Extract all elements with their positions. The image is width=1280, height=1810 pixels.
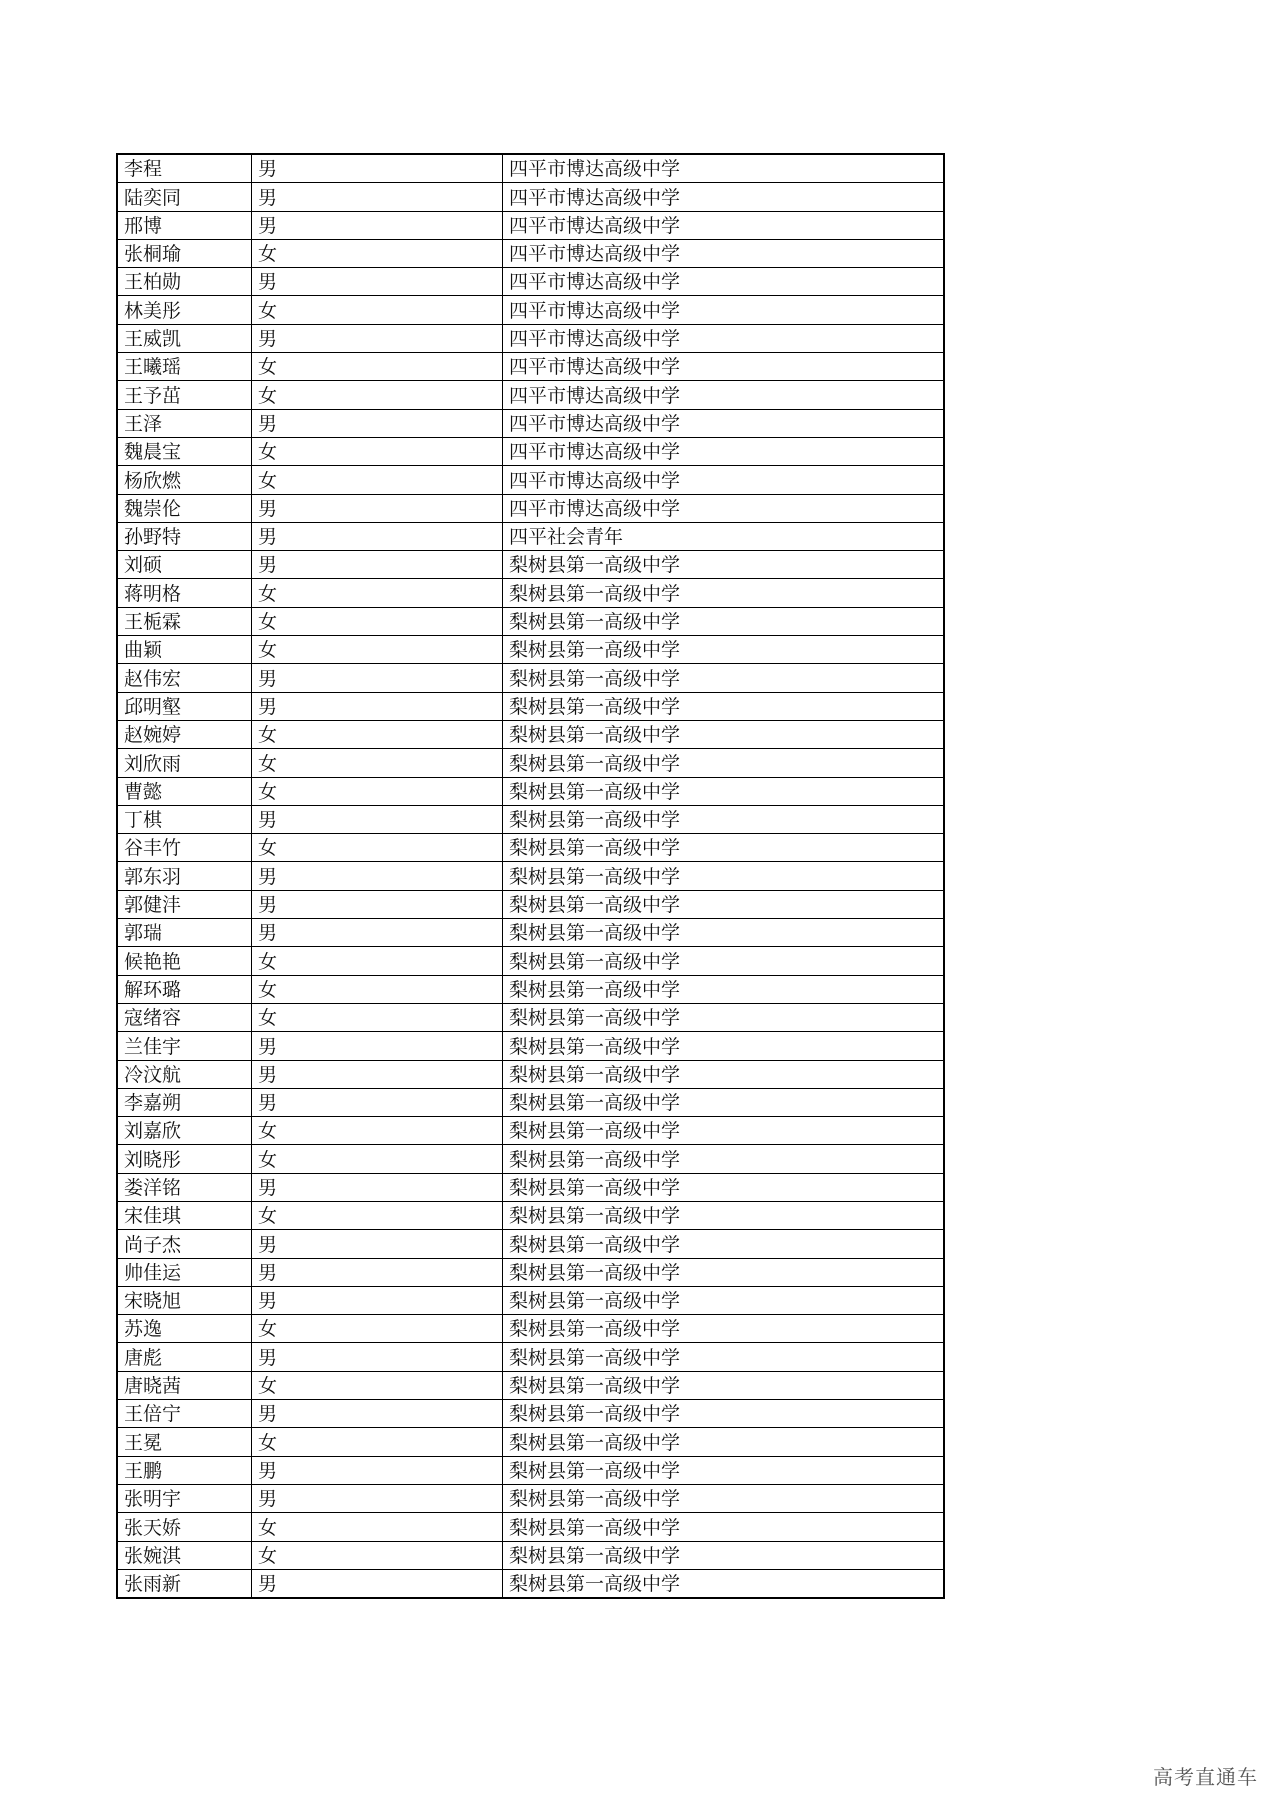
table-row [117,1145,944,1173]
school-cell: 四平市博达高级中学 [503,381,945,409]
name-cell: 帅佳运 [117,1258,252,1286]
gender-cell: 男 [252,1400,503,1428]
school-cell: 梨树县第一高级中学 [503,1088,945,1116]
school-cell: 梨树县第一高级中学 [503,805,945,833]
name-cell: 娄洋铭 [117,1173,252,1201]
table-row [117,1456,944,1484]
name-cell: 唐彪 [117,1343,252,1371]
school-cell: 四平市博达高级中学 [503,437,945,465]
gender-cell: 女 [252,834,503,862]
roster-body [117,154,944,1598]
table-row [117,466,944,494]
school-cell: 四平市博达高级中学 [503,211,945,239]
gender-cell: 男 [252,324,503,352]
gender-cell: 女 [252,1117,503,1145]
school-cell: 四平市博达高级中学 [503,268,945,296]
name-cell: 王栀霖 [117,607,252,635]
gender-cell: 女 [252,466,503,494]
name-cell: 苏逸 [117,1315,252,1343]
table-row [117,1484,944,1512]
table-row [117,1286,944,1314]
table-row [117,437,944,465]
table-row [117,1117,944,1145]
table-row [117,211,944,239]
table-row [117,409,944,437]
school-cell: 梨树县第一高级中学 [503,862,945,890]
name-cell: 郭健沣 [117,890,252,918]
school-cell: 梨树县第一高级中学 [503,1343,945,1371]
gender-cell: 女 [252,381,503,409]
name-cell: 孙野特 [117,522,252,550]
name-cell: 曹懿 [117,777,252,805]
table-row [117,919,944,947]
name-cell: 赵伟宏 [117,664,252,692]
school-cell: 四平社会青年 [503,522,945,550]
school-cell: 梨树县第一高级中学 [503,1484,945,1512]
table-row [117,1315,944,1343]
gender-cell: 男 [252,862,503,890]
name-cell: 魏晨宝 [117,437,252,465]
table-row [117,1258,944,1286]
name-cell: 王曦瑶 [117,353,252,381]
table-row [117,579,944,607]
table-row [117,494,944,522]
table-row [117,296,944,324]
school-cell: 梨树县第一高级中学 [503,1428,945,1456]
name-cell: 李嘉朔 [117,1088,252,1116]
school-cell: 梨树县第一高级中学 [503,636,945,664]
name-cell: 李程 [117,154,252,183]
name-cell: 寇绪容 [117,1003,252,1031]
table-row [117,1230,944,1258]
gender-cell: 女 [252,636,503,664]
gender-cell: 女 [252,353,503,381]
school-cell: 梨树县第一高级中学 [503,579,945,607]
school-cell: 梨树县第一高级中学 [503,1201,945,1229]
gender-cell: 女 [252,437,503,465]
name-cell: 杨欣燃 [117,466,252,494]
school-cell: 四平市博达高级中学 [503,353,945,381]
table-row [117,947,944,975]
gender-cell: 男 [252,183,503,211]
name-cell: 魏崇伦 [117,494,252,522]
table-row [117,154,944,183]
gender-cell: 女 [252,720,503,748]
gender-cell: 男 [252,1286,503,1314]
table-row [117,1060,944,1088]
school-cell: 梨树县第一高级中学 [503,777,945,805]
table-row [117,1400,944,1428]
name-cell: 王柏勋 [117,268,252,296]
gender-cell: 男 [252,805,503,833]
gender-cell: 男 [252,1088,503,1116]
gender-cell: 男 [252,1060,503,1088]
table-row [117,834,944,862]
name-cell: 谷丰竹 [117,834,252,862]
student-roster-table [116,153,945,1599]
gender-cell: 男 [252,1456,503,1484]
table-row [117,1569,944,1598]
school-cell: 四平市博达高级中学 [503,183,945,211]
gender-cell: 男 [252,522,503,550]
gender-cell: 女 [252,1513,503,1541]
school-cell: 梨树县第一高级中学 [503,1032,945,1060]
name-cell: 陆奕同 [117,183,252,211]
table-row [117,1513,944,1541]
school-cell: 梨树县第一高级中学 [503,1173,945,1201]
gender-cell: 女 [252,975,503,1003]
table-row [117,1428,944,1456]
name-cell: 王泽 [117,409,252,437]
name-cell: 刘晓彤 [117,1145,252,1173]
table-row [117,381,944,409]
school-cell: 梨树县第一高级中学 [503,1456,945,1484]
gender-cell: 女 [252,579,503,607]
name-cell: 宋晓旭 [117,1286,252,1314]
gender-cell: 女 [252,1201,503,1229]
name-cell: 张婉淇 [117,1541,252,1569]
gender-cell: 男 [252,211,503,239]
table-row [117,749,944,777]
name-cell: 尚子杰 [117,1230,252,1258]
gender-cell: 男 [252,1343,503,1371]
table-row [117,522,944,550]
table-row [117,692,944,720]
school-cell: 梨树县第一高级中学 [503,1230,945,1258]
table-row [117,183,944,211]
name-cell: 郭东羽 [117,862,252,890]
table-row [117,777,944,805]
school-cell: 梨树县第一高级中学 [503,551,945,579]
name-cell: 张天娇 [117,1513,252,1541]
name-cell: 林美彤 [117,296,252,324]
school-cell: 梨树县第一高级中学 [503,1315,945,1343]
school-cell: 梨树县第一高级中学 [503,919,945,947]
gender-cell: 男 [252,551,503,579]
gender-cell: 女 [252,777,503,805]
name-cell: 王冕 [117,1428,252,1456]
name-cell: 王威凯 [117,324,252,352]
name-cell: 张明宇 [117,1484,252,1512]
table-row [117,1003,944,1031]
gender-cell: 男 [252,692,503,720]
gender-cell: 男 [252,1484,503,1512]
gender-cell: 男 [252,1258,503,1286]
gender-cell: 男 [252,1173,503,1201]
table-row [117,862,944,890]
school-cell: 梨树县第一高级中学 [503,664,945,692]
name-cell: 刘嘉欣 [117,1117,252,1145]
school-cell: 梨树县第一高级中学 [503,1258,945,1286]
gender-cell: 女 [252,1541,503,1569]
gender-cell: 女 [252,1315,503,1343]
gender-cell: 男 [252,919,503,947]
name-cell: 刘欣雨 [117,749,252,777]
name-cell: 王予茁 [117,381,252,409]
school-cell: 梨树县第一高级中学 [503,1145,945,1173]
name-cell: 邢博 [117,211,252,239]
school-cell: 四平市博达高级中学 [503,296,945,324]
school-cell: 四平市博达高级中学 [503,494,945,522]
school-cell: 梨树县第一高级中学 [503,749,945,777]
school-cell: 梨树县第一高级中学 [503,1003,945,1031]
table-row [117,1343,944,1371]
school-cell: 梨树县第一高级中学 [503,1569,945,1598]
table-row [117,1541,944,1569]
name-cell: 候艳艳 [117,947,252,975]
table-row [117,353,944,381]
name-cell: 丁棋 [117,805,252,833]
table-row [117,607,944,635]
gender-cell: 男 [252,268,503,296]
name-cell: 郭瑞 [117,919,252,947]
school-cell: 四平市博达高级中学 [503,239,945,267]
name-cell: 曲颖 [117,636,252,664]
gender-cell: 女 [252,1428,503,1456]
table-row [117,890,944,918]
gender-cell: 男 [252,1032,503,1060]
table-row [117,664,944,692]
school-cell: 梨树县第一高级中学 [503,1371,945,1399]
name-cell: 刘硕 [117,551,252,579]
gender-cell: 女 [252,296,503,324]
name-cell: 宋佳琪 [117,1201,252,1229]
name-cell: 冷汶航 [117,1060,252,1088]
name-cell: 唐晓茜 [117,1371,252,1399]
name-cell: 蒋明格 [117,579,252,607]
school-cell: 梨树县第一高级中学 [503,1400,945,1428]
gender-cell: 男 [252,494,503,522]
school-cell: 四平市博达高级中学 [503,154,945,183]
gender-cell: 男 [252,154,503,183]
gender-cell: 男 [252,1569,503,1598]
school-cell: 梨树县第一高级中学 [503,947,945,975]
table-row [117,1088,944,1116]
gender-cell: 女 [252,947,503,975]
gender-cell: 女 [252,607,503,635]
school-cell: 梨树县第一高级中学 [503,1541,945,1569]
table-row [117,1032,944,1060]
gender-cell: 女 [252,1371,503,1399]
gender-cell: 女 [252,1003,503,1031]
table-row [117,720,944,748]
name-cell: 王鹏 [117,1456,252,1484]
name-cell: 赵婉婷 [117,720,252,748]
name-cell: 邱明壑 [117,692,252,720]
table-row [117,975,944,1003]
table-row [117,805,944,833]
table-row [117,636,944,664]
school-cell: 梨树县第一高级中学 [503,607,945,635]
gender-cell: 男 [252,409,503,437]
school-cell: 梨树县第一高级中学 [503,1060,945,1088]
school-cell: 梨树县第一高级中学 [503,890,945,918]
table-row [117,1201,944,1229]
school-cell: 梨树县第一高级中学 [503,1117,945,1145]
school-cell: 梨树县第一高级中学 [503,975,945,1003]
table-row [117,239,944,267]
table-row [117,1173,944,1201]
gender-cell: 女 [252,239,503,267]
name-cell: 张雨新 [117,1569,252,1598]
gender-cell: 女 [252,749,503,777]
school-cell: 四平市博达高级中学 [503,324,945,352]
school-cell: 梨树县第一高级中学 [503,692,945,720]
name-cell: 兰佳宇 [117,1032,252,1060]
school-cell: 梨树县第一高级中学 [503,1513,945,1541]
table-row [117,551,944,579]
table-row [117,268,944,296]
gender-cell: 女 [252,1145,503,1173]
school-cell: 梨树县第一高级中学 [503,1286,945,1314]
table-row [117,324,944,352]
school-cell: 梨树县第一高级中学 [503,720,945,748]
gender-cell: 男 [252,890,503,918]
gender-cell: 男 [252,1230,503,1258]
watermark: 高考直通车 [1153,1765,1258,1789]
name-cell: 张桐瑜 [117,239,252,267]
name-cell: 解环璐 [117,975,252,1003]
school-cell: 梨树县第一高级中学 [503,834,945,862]
name-cell: 王倍宁 [117,1400,252,1428]
school-cell: 四平市博达高级中学 [503,409,945,437]
gender-cell: 男 [252,664,503,692]
table-row [117,1371,944,1399]
school-cell: 四平市博达高级中学 [503,466,945,494]
